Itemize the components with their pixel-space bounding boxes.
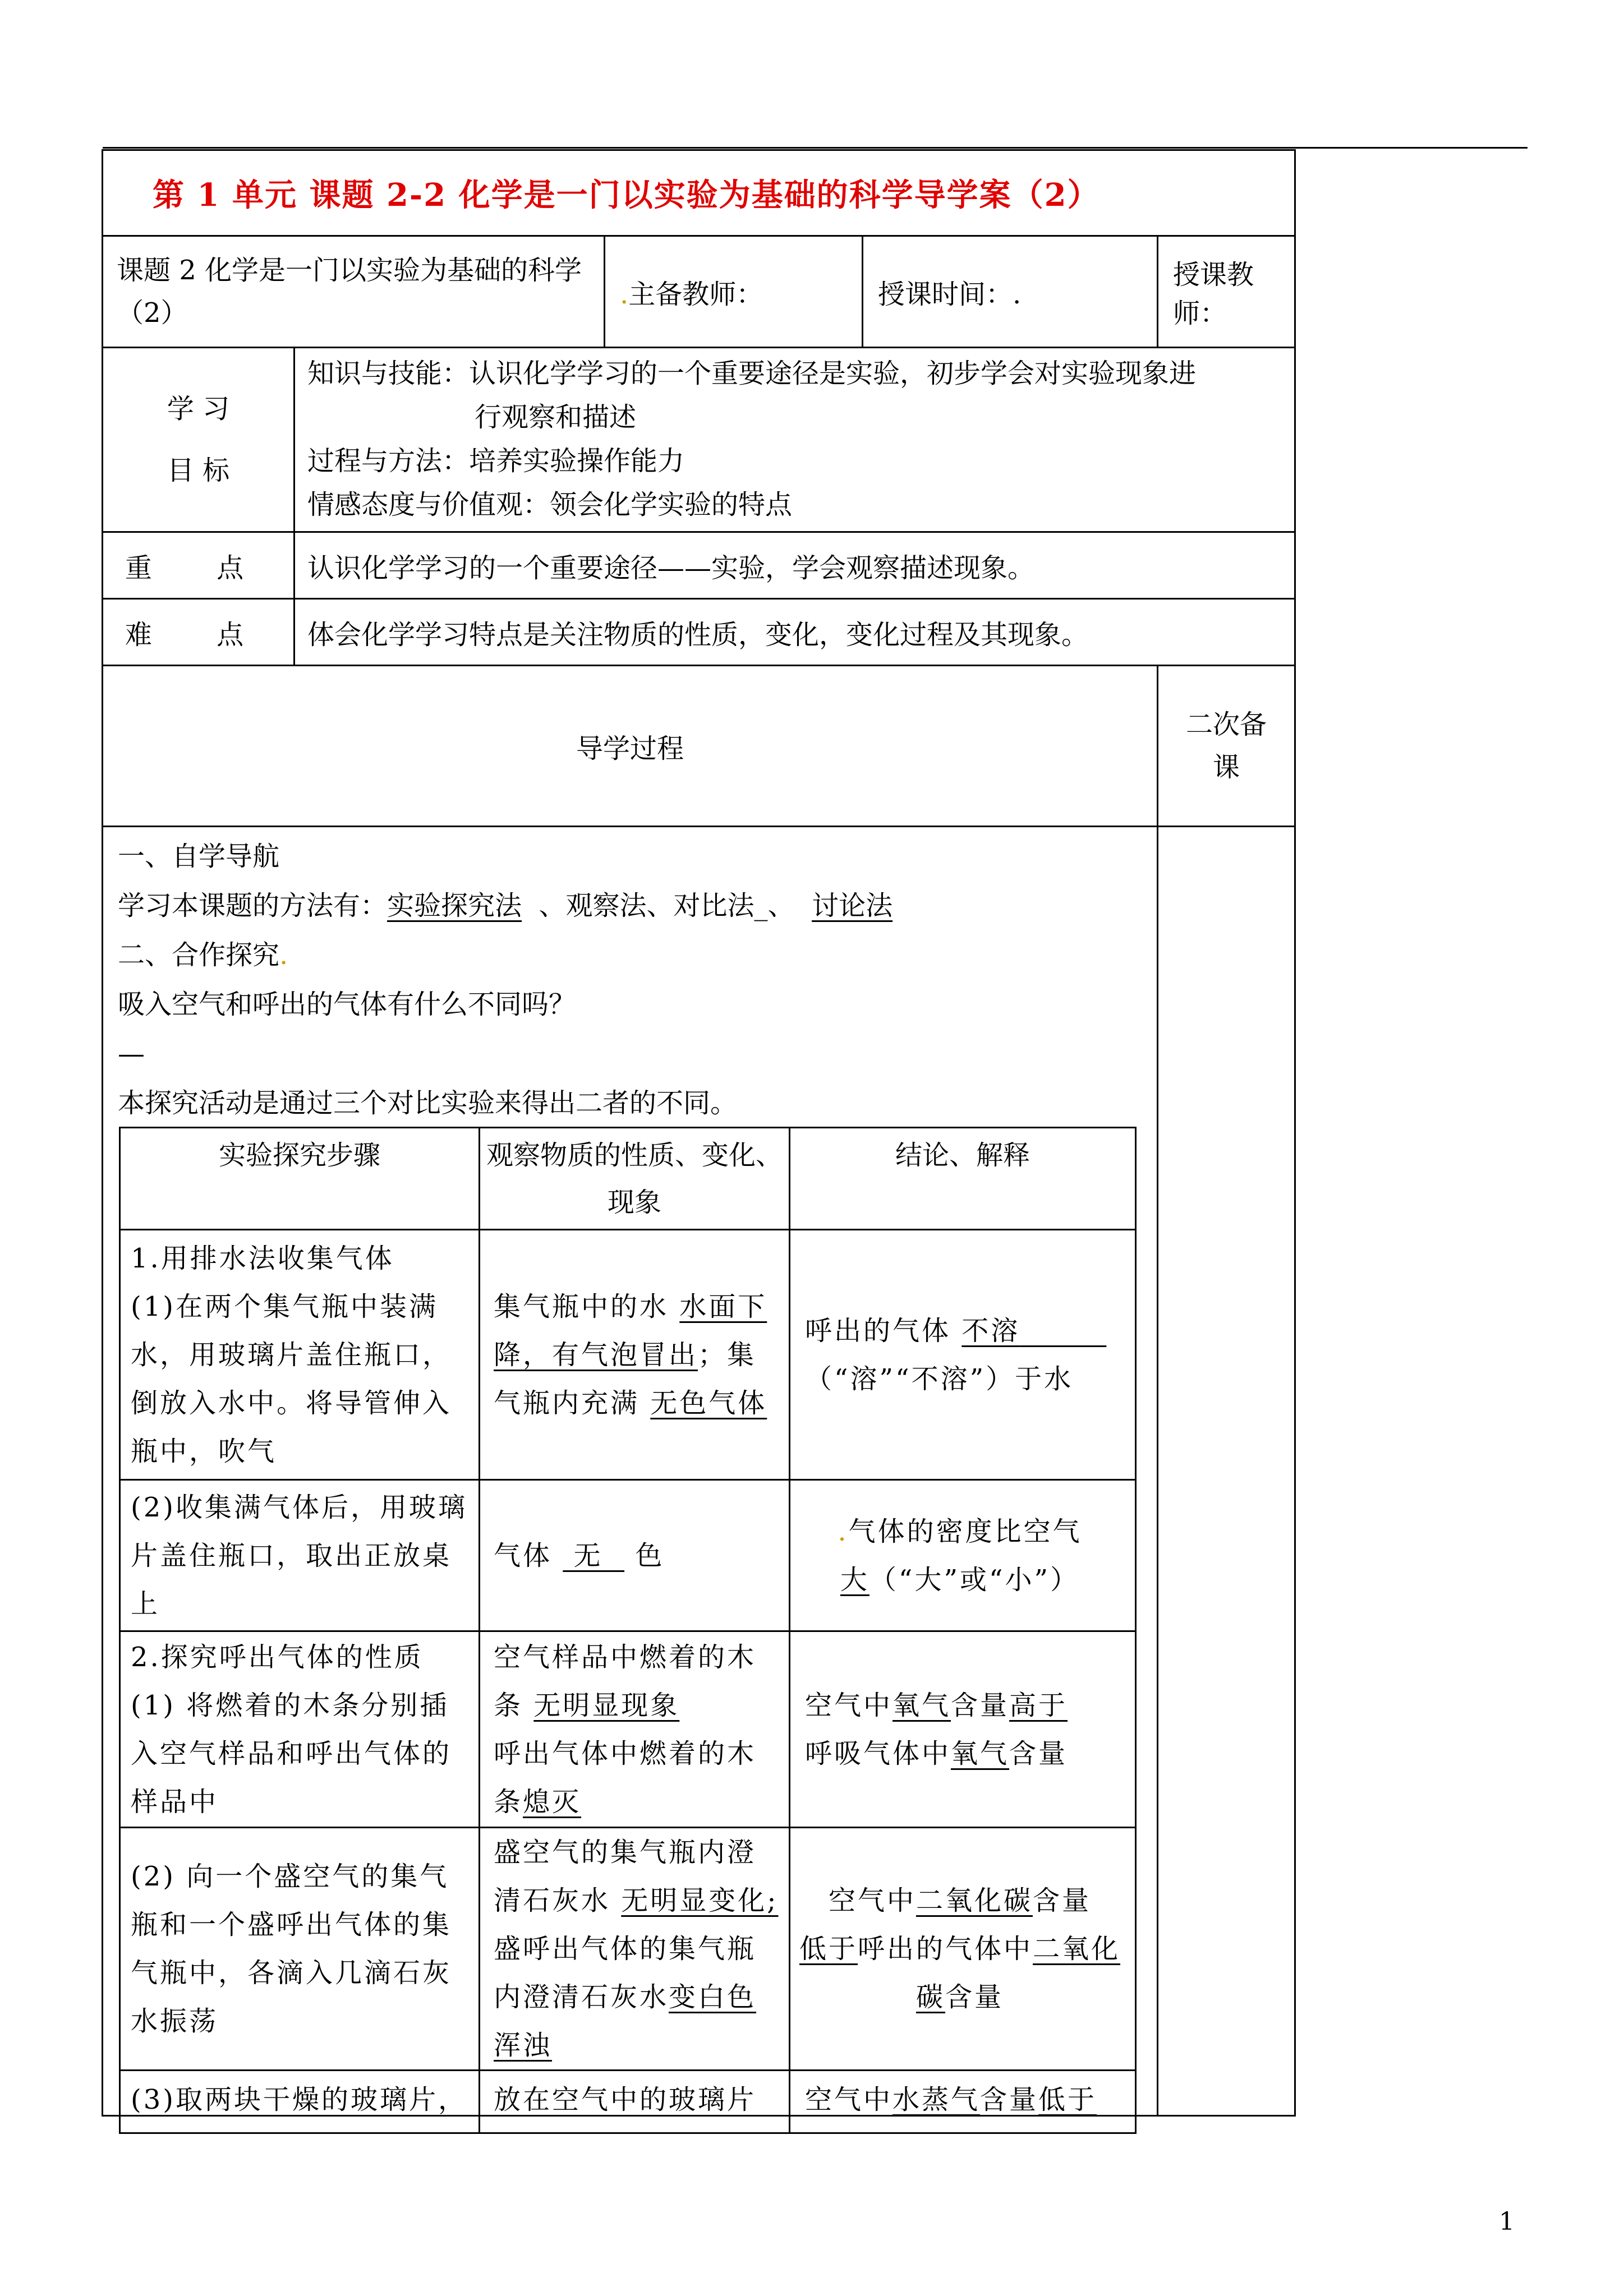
header-conclusion: 结论、解释 xyxy=(790,1128,1136,1230)
row3-con-b: 氧气 xyxy=(892,1689,951,1721)
row4-con-b: 二氧化碳 xyxy=(915,1885,1033,1916)
experiment-table xyxy=(119,1127,1137,2134)
row4-conclusion xyxy=(790,1828,1136,2071)
row1-con-b: 不溶 xyxy=(961,1315,1020,1347)
row4-con-f: 二氧化碳 xyxy=(915,1933,1121,2013)
objective-knowledge-cont: 行观察和描述 xyxy=(475,402,637,433)
section-cooperative-label: 二、合作探究 xyxy=(118,939,280,971)
row4-step-line2: 瓶和一个盛呼出气体的集 xyxy=(131,1909,452,1940)
row1-con-c: （“溶”“不溶”）于水 xyxy=(805,1363,1074,1395)
row1-step-line5: 瓶中，吹气 xyxy=(131,1435,277,1467)
row1-step-line3: 水，用玻璃片盖住瓶口， xyxy=(131,1339,452,1371)
row2-step-line2: 片盖住瓶口，取出正放桌 xyxy=(131,1539,452,1571)
objectives-content xyxy=(295,348,1295,532)
course-name: 课题 2 化学是一门以实验为基础的科学（2） xyxy=(103,236,605,348)
row4-obs-a: 盛空气的集气瓶内澄清石灰水 xyxy=(494,1837,757,1916)
teacher-field: 授课教师： xyxy=(1158,236,1295,348)
row2-step-line3: 上 xyxy=(131,1588,160,1620)
difficulty-text: 体会化学学习特点是关注物质的性质，变化，变化过程及其现象。 xyxy=(295,599,1295,666)
key-point-text: 认识化学学习的一个重要途径——实验，学会观察描述现象。 xyxy=(295,532,1295,599)
row5-con-c: 含量 xyxy=(980,2084,1039,2115)
row5-observation: 放在空气中的玻璃片 xyxy=(480,2071,790,2133)
row4-step-line4: 水振荡 xyxy=(131,2005,219,2037)
row3-obs-d: 熄灭 xyxy=(523,1786,582,1818)
row2-step xyxy=(120,1480,480,1631)
row3-con-c: 含量 xyxy=(951,1689,1010,1721)
method-experiment: 实验探究法 xyxy=(387,890,522,921)
row4-step xyxy=(120,1828,480,2071)
row1-obs-d: 无色气体 xyxy=(650,1387,767,1419)
row3-obs-b: 无明显现象 xyxy=(533,1689,680,1721)
methods-line xyxy=(103,881,1157,930)
header-observation-line2: 现象 xyxy=(607,1187,661,1218)
row3-con-a: 空气中 xyxy=(805,1689,893,1721)
row4-con-d: 低于 xyxy=(799,1933,858,1965)
methods-prefix: 学习本课题的方法有： xyxy=(118,890,388,921)
objective-emotion: 情感态度与价值观：领会化学实验的特点 xyxy=(307,489,793,520)
row2-conclusion: .气体的密度比空气 大（“大”或“小”） xyxy=(790,1480,1136,1631)
row4-con-c: 含量 xyxy=(1033,1885,1092,1916)
teaching-time-field: 授课时间：. xyxy=(863,236,1158,348)
inquiry-intro: 本探究活动是通过三个对比实验来得出二者的不同。 xyxy=(118,1087,738,1119)
row4-con-g: 含量 xyxy=(945,1981,1004,2013)
row3-con-g: 含量 xyxy=(1009,1737,1068,1769)
guide-header: 导学过程 xyxy=(103,666,1158,827)
row4-obs-d: 变白色浑浊 xyxy=(494,1981,757,2061)
row1-step-line2: (1)在两个集气瓶中装满 xyxy=(131,1290,438,1322)
row4-obs-c: 盛呼出气体的集气瓶内澄清石灰水 xyxy=(494,1933,757,2013)
row5-conclusion xyxy=(790,2071,1136,2133)
row1-step xyxy=(120,1230,480,1480)
row1-step-line1: 1.用排水法收集气体 xyxy=(131,1242,394,1274)
row4-con-e: 呼出的气体中 xyxy=(857,1933,1033,1965)
objective-process: 过程与方法：培养实验操作能力 xyxy=(307,445,685,477)
header-observation-line1: 观察物质的性质、变化、 xyxy=(486,1140,783,1171)
row1-con-a: 呼出的气体 xyxy=(805,1315,951,1347)
page-number: 1 xyxy=(1499,2207,1515,2236)
section-self-study: 一、自学导航 xyxy=(118,841,280,872)
lead-teacher-field: .主备教师： xyxy=(605,236,863,348)
second-prep-header-line1: 二次备 xyxy=(1186,709,1267,740)
guide-content xyxy=(103,827,1158,2116)
row3-obs-c: 呼出气体中燃着的木条 xyxy=(494,1737,757,1818)
row4-con-a: 空气中 xyxy=(828,1885,916,1916)
row4-step-line3: 气瓶中，各滴入几滴石灰 xyxy=(131,1957,452,1989)
row1-observation xyxy=(480,1230,790,1480)
row1-obs-b: 水面下降，有气泡冒出 xyxy=(494,1290,767,1371)
second-prep-header xyxy=(1158,666,1295,827)
lead-teacher-label: 主备教师： xyxy=(628,278,763,310)
objectives-label-line2: 目 标 xyxy=(167,455,230,486)
method-others: 、观察法、对比法_、 xyxy=(539,890,795,921)
second-prep-header-line2: 课 xyxy=(1213,751,1240,783)
dash-mark: — xyxy=(118,1038,145,1069)
row3-conclusion xyxy=(790,1631,1136,1828)
method-discussion: 讨论法 xyxy=(812,890,893,921)
row3-step-line1: 2.探究呼出气体的性质 xyxy=(131,1641,424,1673)
document-title: 第 1 单元 课题 2-2 化学是一门以实验为基础的科学导学案（2） xyxy=(103,150,1295,236)
row2-obs-c: 色 xyxy=(635,1539,665,1571)
row3-step-line2: (1) 将燃着的木条分别插 xyxy=(131,1689,449,1721)
row3-con-e: 呼吸气体中 xyxy=(805,1737,951,1769)
row3-con-f: 氧气 xyxy=(951,1737,1010,1769)
row1-conclusion xyxy=(790,1230,1136,1480)
row5-step: (3)取两块干燥的玻璃片， xyxy=(120,2071,480,2133)
row2-obs-b: 无 xyxy=(573,1539,603,1571)
row2-observation xyxy=(480,1480,790,1631)
header-steps: 实验探究步骤 xyxy=(120,1128,480,1230)
row2-con-a: 气体的密度比空气 xyxy=(848,1515,1082,1547)
inquiry-question: 吸入空气和呼出的气体有什么不同吗？ xyxy=(118,989,576,1020)
row5-con-a: 空气中 xyxy=(805,2084,893,2115)
row5-con-b: 水蒸气 xyxy=(892,2084,981,2115)
row3-step xyxy=(120,1631,480,1828)
objective-knowledge: 知识与技能：认识化学学习的一个重要途径是实验，初步学会对实验现象进 xyxy=(307,358,1197,389)
row1-obs-a: 集气瓶中的水 xyxy=(494,1290,669,1322)
key-point-label: 重 点 xyxy=(103,532,295,599)
row4-obs-b: 无明显变化; xyxy=(621,1885,779,1916)
row1-obs-c: ；集气瓶内充满 xyxy=(494,1339,757,1419)
page-top-rule xyxy=(103,147,1528,149)
row3-step-line4: 样品中 xyxy=(131,1786,219,1818)
row2-obs-a: 气体 xyxy=(494,1539,553,1571)
lesson-plan-table xyxy=(102,149,1296,2117)
header-observation xyxy=(480,1128,790,1230)
row3-step-line3: 入空气样品和呼出气体的 xyxy=(131,1737,452,1769)
row1-step-line4: 倒放入水中。将导管伸入 xyxy=(131,1387,452,1419)
section-cooperative: 二、合作探究. xyxy=(118,939,288,971)
row2-con-b: 大 xyxy=(840,1564,869,1596)
objectives-label-line1: 学 习 xyxy=(167,393,230,425)
row3-con-d: 高于 xyxy=(1009,1689,1068,1721)
row2-obs-b-wrap xyxy=(563,1540,624,1571)
row2-step-line1: (2)收集满气体后，用玻璃 xyxy=(131,1491,467,1523)
row3-observation xyxy=(480,1631,790,1828)
difficulty-label: 难 点 xyxy=(103,599,295,666)
row4-observation xyxy=(480,1828,790,2071)
row4-step-line1: (2) 向一个盛空气的集气 xyxy=(131,1861,449,1892)
row3-obs-a: 空气样品中燃着的木条 xyxy=(494,1641,757,1721)
row5-con-d: 低于 xyxy=(1038,2084,1097,2115)
second-prep-column xyxy=(1158,827,1295,2116)
row2-con-c: （“大”或“小”） xyxy=(869,1564,1080,1596)
objectives-label xyxy=(103,348,295,532)
